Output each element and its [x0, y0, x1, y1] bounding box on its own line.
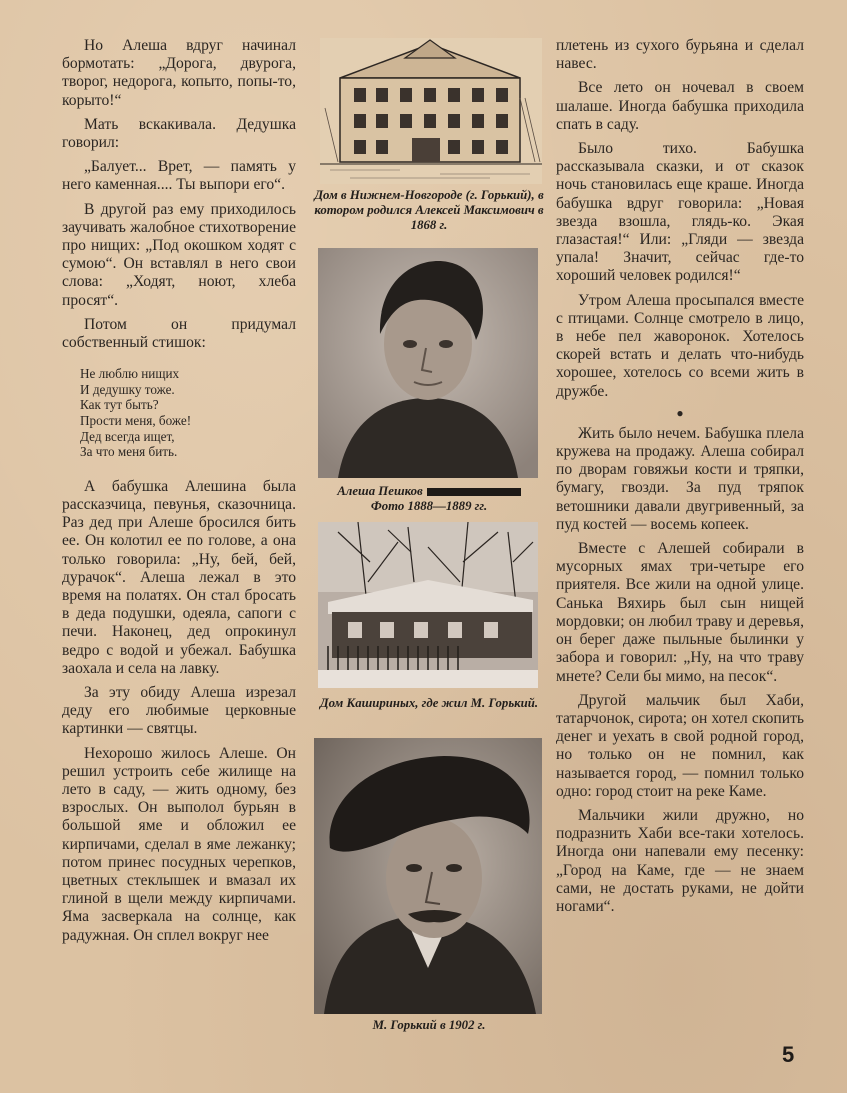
paragraph: плетень из сухого бурьяна и сделал навес. — [556, 37, 804, 73]
photo-caption — [312, 484, 546, 514]
paragraph: А бабушка Алешина была рассказчица, певунья, сказочница. Раз дед при Алеше бросился бить ее. Он колотил ее по голове, а она только говорила: „Ну, бей, бей, дурачок“. Алеша лежал в это время на полатях. Он стал бросать в деда подушки, одеяла, сапоги с печи. Наконец, дед опрокинул ведро с водой и убежал. Бабушка заохала и села на лавку. — [62, 477, 296, 677]
page-number: 5 — [782, 1042, 795, 1067]
portrait-hat-photo-icon — [314, 738, 542, 1014]
paragraph: Мать вскакивала. Дедушка говорил: — [62, 115, 296, 152]
paragraph: Утром Алеша просыпался вместе с птицами. Солнце смотрело в лицо, в небе пел жаворонок. Хотелось скорей встать и делать что-нибудь хорошее, хотелось со всеми жить в дружбе. — [556, 291, 804, 400]
paragraph: Потом он придумал собственный стишок: — [62, 315, 296, 352]
paragraph: Жить было нечем. Бабушка плела кружева на продажу. Алеша собирал по дворам говяжьи кости и тряпки, бумагу, гвозди. За пуд тряпок ветошники давали двугривенный, за пуд костей — восемь копеек. — [556, 424, 804, 533]
paragraph: Нехорошо жилось Алеше. Он решил устроить себе жилище на лето в саду, — жить одному, без взрослых. Он выполол бурьян в большой яме и обложил ее кирпичами, сделал в яме лежанку; потом принес посудных черепков, цветных стеклышек и вмазал их глиной в щели между кирпичами. Яма засверкала на солнце, как радужная. Он сплел вокруг нее — [62, 744, 296, 944]
caption-date: Фото 1888—1889 гг. — [370, 499, 488, 513]
text-column-right — [556, 37, 804, 922]
text-column-left — [62, 37, 296, 951]
section-separator: ● — [676, 405, 684, 420]
paragraph: „Балует... Врет, — память у него каменная.... Ты выпори его“. — [62, 158, 296, 194]
poem: Не люблю нищих И дедушку тоже. Как тут быть? Прости меня, боже! Дед всегда ищет, За что меня бить. — [80, 366, 192, 460]
paragraph: Было тихо. Бабушка рассказывала сказки, и от сказок ночь становилась еще краше. Иногда бабушка вдруг говорила: „Новая звезда взошла, глядь-ко. Экая глазастая!“ Или: „Гляди — звезда упала! Значит, сейчас где-то хороший человек родился!“ — [556, 140, 804, 285]
photo-caption: Дом в Нижнем-Новгороде (г. Горький), в котором родился Алексей Максимович в 1868 г. — [314, 188, 544, 232]
photo-caption: Дом Кашириных, где жил М. Горький. — [319, 696, 539, 710]
paragraph: За эту обиду Алеша изрезал деду его любимые церковные картинки — святцы. — [62, 684, 296, 738]
paragraph: Вместе с Алешей собирали в мусорных ямах три-четыре его приятеля. Все жили на одной улице. Санька Вяхирь был сын нищей мордовки; он любил траву и деревья, он берег даже пыльные былинки у забора и говорил: „Ну, на что траву мнете? Сели бы мимо, на песок“. — [556, 540, 804, 685]
paragraph: В другой раз ему приходилось заучивать жалобное стихотворение про нищих: „Под окошком ходят с сумою“. Он вставлял в него свои слова: „Ходят, ноют, хлеба просят“. — [62, 200, 296, 309]
house-drawing-icon — [320, 38, 542, 184]
paragraph: Все лето он ночевал в своем шалаше. Иногда бабушка приходила спать в саду. — [556, 79, 804, 133]
caption-name: Алеша Пешков — [337, 484, 423, 498]
paragraph: Другой мальчик был Хаби, татарчонок, сирота; он хотел скопить денег и уехать в свой родной город, но только он не помнил, как называется город, — помнил только одно: город стоит на реке Каме. — [556, 691, 804, 800]
paragraph: Мальчики жили дружно, но подразнить Хаби все-таки хотелось. Иногда они напевали ему песенку: „Город на Каме, где — не знаем сами, не достать руками, не дойти ногами“. — [556, 806, 804, 915]
paragraph: Но Алеша вдруг начинал бормотать: „Дорога, двурога, творог, недорога, копыто, попы-то, корыто!“ — [62, 37, 296, 109]
winter-house-photo-icon — [318, 522, 538, 688]
photo-caption: М. Горький в 1902 г. — [372, 1018, 486, 1032]
redaction-bar — [427, 488, 521, 496]
portrait-photo-icon — [318, 248, 538, 478]
